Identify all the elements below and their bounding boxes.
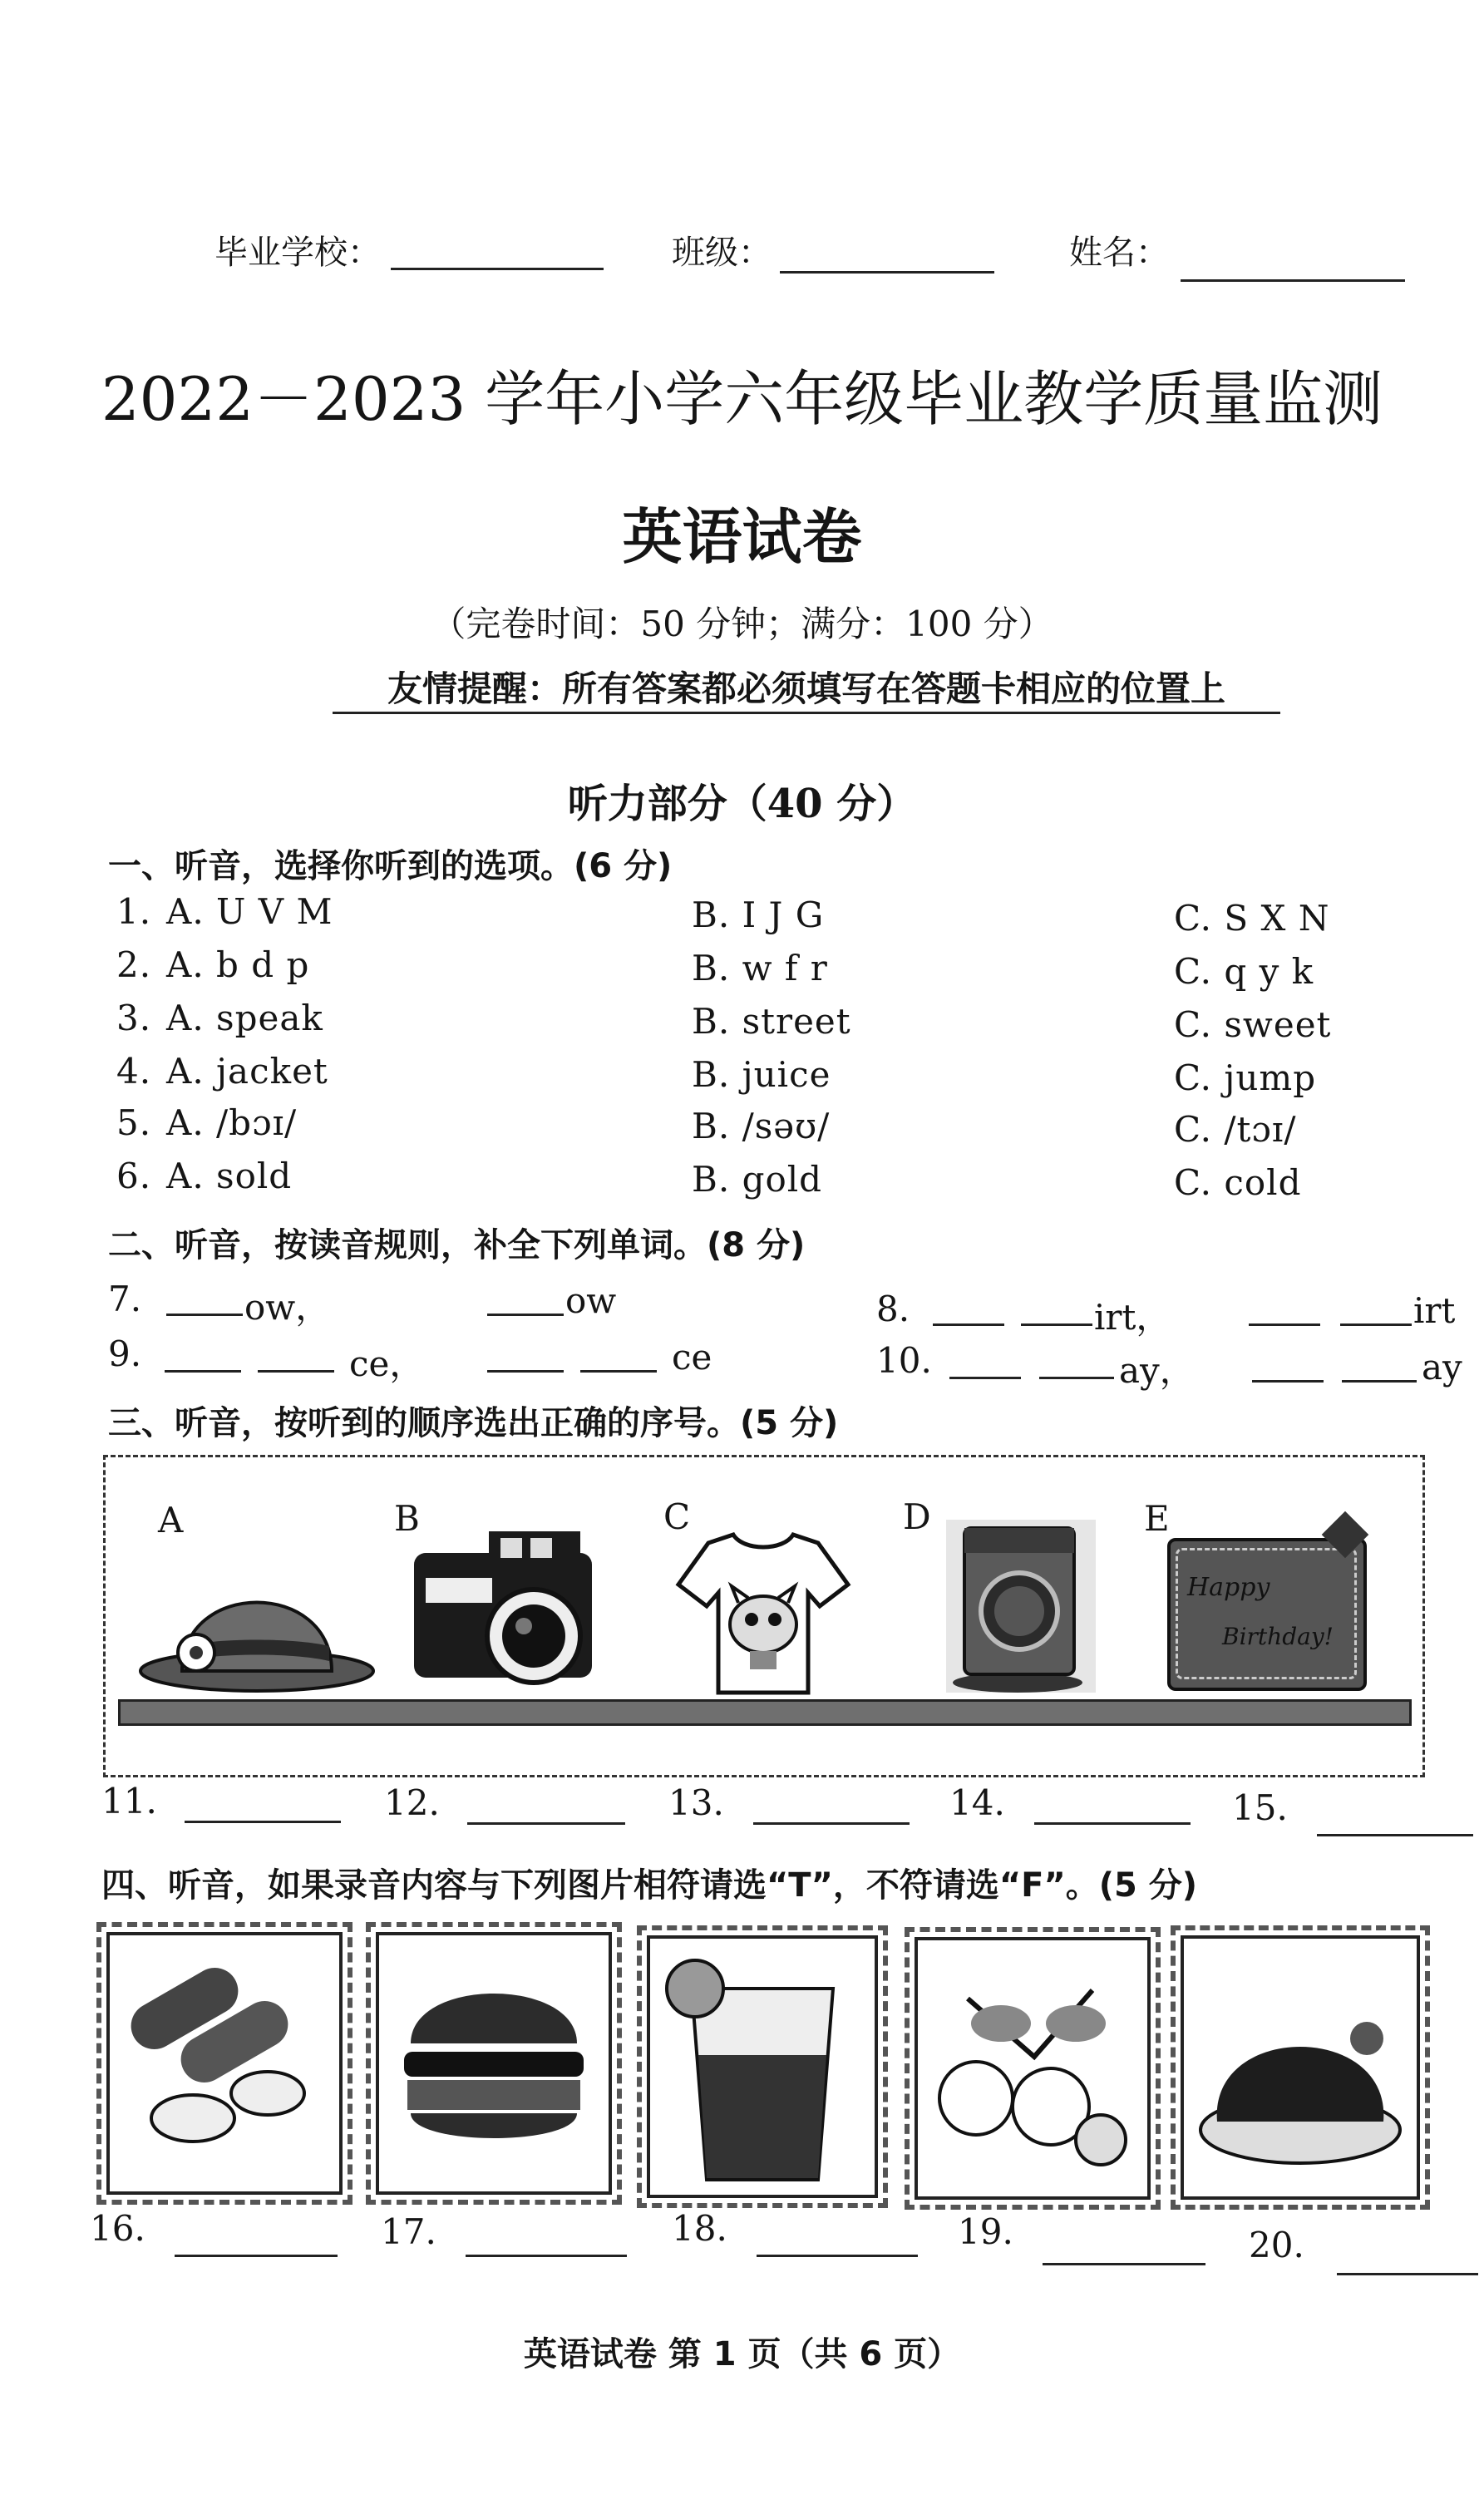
q16-blank[interactable] — [175, 2255, 338, 2257]
q3-option-a[interactable]: A. speak — [166, 998, 323, 1038]
q4-option-b[interactable]: B. juice — [692, 1054, 831, 1095]
juice-glass-icon — [637, 1925, 888, 2208]
q8-blank-b[interactable] — [1021, 1323, 1092, 1326]
q12-number: 12. — [384, 1782, 440, 1823]
hamburger-icon — [366, 1922, 622, 2205]
medicine-pills-icon — [96, 1922, 353, 2205]
q5-option-b[interactable]: B. /səʊ/ — [692, 1106, 831, 1146]
q20-number: 20. — [1249, 2225, 1304, 2265]
washing-machine-icon — [946, 1520, 1096, 1693]
q8-number: 8. — [876, 1289, 910, 1329]
q13-blank[interactable] — [753, 1822, 910, 1825]
q16-number: 16. — [90, 2208, 145, 2249]
q12-blank[interactable] — [467, 1822, 625, 1825]
birthday-card-icon — [1162, 1515, 1370, 1689]
q7-blank2[interactable] — [487, 1314, 564, 1316]
picture-shelf — [118, 1699, 1412, 1726]
q20-blank[interactable] — [1337, 2273, 1478, 2275]
card-text-happy: Happy — [1187, 1573, 1270, 1602]
q9-blank-a[interactable] — [165, 1370, 241, 1373]
q8-blank-a[interactable] — [933, 1323, 1004, 1326]
fruit-basket-icon — [905, 1927, 1161, 2210]
card-text-birthday: Birthday! — [1222, 1623, 1334, 1650]
class-field[interactable] — [780, 271, 994, 274]
q18-number: 18. — [672, 2208, 727, 2249]
q8-blank-d[interactable] — [1340, 1323, 1412, 1326]
name-field[interactable] — [1181, 279, 1405, 282]
picture-label-d: D — [903, 1496, 931, 1537]
exam-subtitle: 英语试卷 — [622, 501, 862, 572]
q14-number: 14. — [949, 1782, 1005, 1823]
q10-blank-a[interactable] — [949, 1377, 1021, 1379]
camera-icon — [409, 1520, 597, 1696]
picture-label-b: B — [394, 1498, 420, 1539]
q9-word2: ce — [672, 1337, 712, 1378]
q10-blank-d[interactable] — [1342, 1380, 1417, 1383]
q5-option-a[interactable]: A. /bɔɪ/ — [166, 1102, 298, 1143]
q19-number: 19. — [958, 2211, 1013, 2252]
q9-blank-c[interactable] — [487, 1370, 564, 1373]
q6-option-b[interactable]: B. gold — [692, 1159, 823, 1200]
q4-option-a[interactable]: A. jacket — [166, 1051, 328, 1092]
q8-word1: irt， — [1094, 1297, 1171, 1338]
section1-title: 一、听音，选择你听到的选项。(6 分) — [108, 847, 673, 885]
q2-option-b[interactable]: B. w f r — [692, 948, 828, 988]
q19-blank[interactable] — [1043, 2263, 1205, 2265]
q11-blank[interactable] — [185, 1821, 341, 1823]
class-label: 班级： — [672, 234, 772, 272]
q10-word1: ay， — [1119, 1350, 1195, 1391]
q1-option-a[interactable]: A. U V M — [166, 891, 333, 932]
q17-blank[interactable] — [466, 2255, 627, 2257]
q13-number: 13. — [668, 1782, 724, 1823]
roast-chicken-icon — [1171, 1925, 1430, 2210]
exam-title: 2022－2023 学年小学六年级毕业教学质量监测 — [101, 364, 1383, 434]
q9-blank-d[interactable] — [580, 1370, 657, 1373]
q6-option-a[interactable]: A. sold — [166, 1156, 293, 1196]
q9-word1: ce， — [349, 1343, 425, 1384]
q18-blank[interactable] — [757, 2255, 918, 2257]
q1-option-c[interactable]: C. S X N — [1174, 898, 1330, 939]
q3-option-n: 3. — [116, 998, 152, 1038]
hat-icon — [136, 1546, 377, 1696]
section3-title: 三、听音，按听到的顺序选出正确的序号。(5 分) — [108, 1404, 839, 1442]
q8-blank-c[interactable] — [1249, 1323, 1320, 1326]
q1-option-b[interactable]: B. I J G — [692, 895, 825, 935]
picture-label-e: E — [1144, 1498, 1170, 1539]
q10-blank-c[interactable] — [1252, 1380, 1324, 1383]
q17-number: 17. — [381, 2211, 436, 2252]
q10-blank-b[interactable] — [1039, 1377, 1114, 1379]
q6-option-c[interactable]: C. cold — [1174, 1162, 1302, 1203]
q5-option-c[interactable]: C. /tɔɪ/ — [1174, 1109, 1297, 1150]
q9-blank-b[interactable] — [258, 1370, 334, 1373]
q14-blank[interactable] — [1034, 1822, 1191, 1825]
q7-blank[interactable] — [166, 1314, 243, 1316]
school-label: 毕业学校： — [214, 234, 381, 272]
page-footer: 英语试卷 第 1 页（共 6 页） — [523, 2335, 961, 2373]
q15-number: 15. — [1232, 1787, 1288, 1828]
q11-number: 11. — [101, 1781, 157, 1821]
part-title: 听力部分（40 分） — [567, 781, 917, 827]
section4-title: 四、听音，如果录音内容与下列图片相符请选“T”，不符请选“F”。(5 分) — [101, 1866, 1198, 1905]
q3-option-c[interactable]: C. sweet — [1174, 1004, 1332, 1045]
q5-option-n: 5. — [116, 1102, 152, 1143]
q1-option-n: 1. — [116, 891, 152, 932]
q4-option-n: 4. — [116, 1051, 152, 1092]
exam-info: （完卷时间：50 分钟；满分：100 分） — [431, 604, 1053, 644]
q4-option-c[interactable]: C. jump — [1174, 1057, 1317, 1098]
q3-option-b[interactable]: B. street — [692, 1001, 851, 1042]
q15-blank[interactable] — [1317, 1834, 1473, 1836]
q2-option-a[interactable]: A. b d p — [166, 944, 310, 985]
q6-option-n: 6. — [116, 1156, 152, 1196]
school-field[interactable] — [391, 268, 604, 270]
tshirt-icon — [675, 1526, 851, 1698]
name-label: 姓名： — [1069, 234, 1169, 272]
q7-word2: ow — [565, 1280, 617, 1321]
q8-word2: irt — [1413, 1290, 1456, 1331]
picture-label-c: C — [663, 1496, 691, 1537]
q7-word1: ow， — [244, 1287, 331, 1328]
q2-option-c[interactable]: C. q y k — [1174, 951, 1314, 992]
q10-number: 10. — [876, 1340, 932, 1381]
q10-word2: ay — [1422, 1347, 1462, 1388]
picture-label-a: A — [158, 1500, 184, 1540]
q2-option-n: 2. — [116, 944, 152, 985]
q9-number: 9. — [108, 1333, 142, 1374]
reminder: 友情提醒：所有答案都必须填写在答题卡相应的位置上 — [333, 662, 1280, 714]
q7-number: 7. — [108, 1279, 142, 1319]
section2-title: 二、听音，按读音规则，补全下列单词。(8 分) — [108, 1226, 806, 1264]
